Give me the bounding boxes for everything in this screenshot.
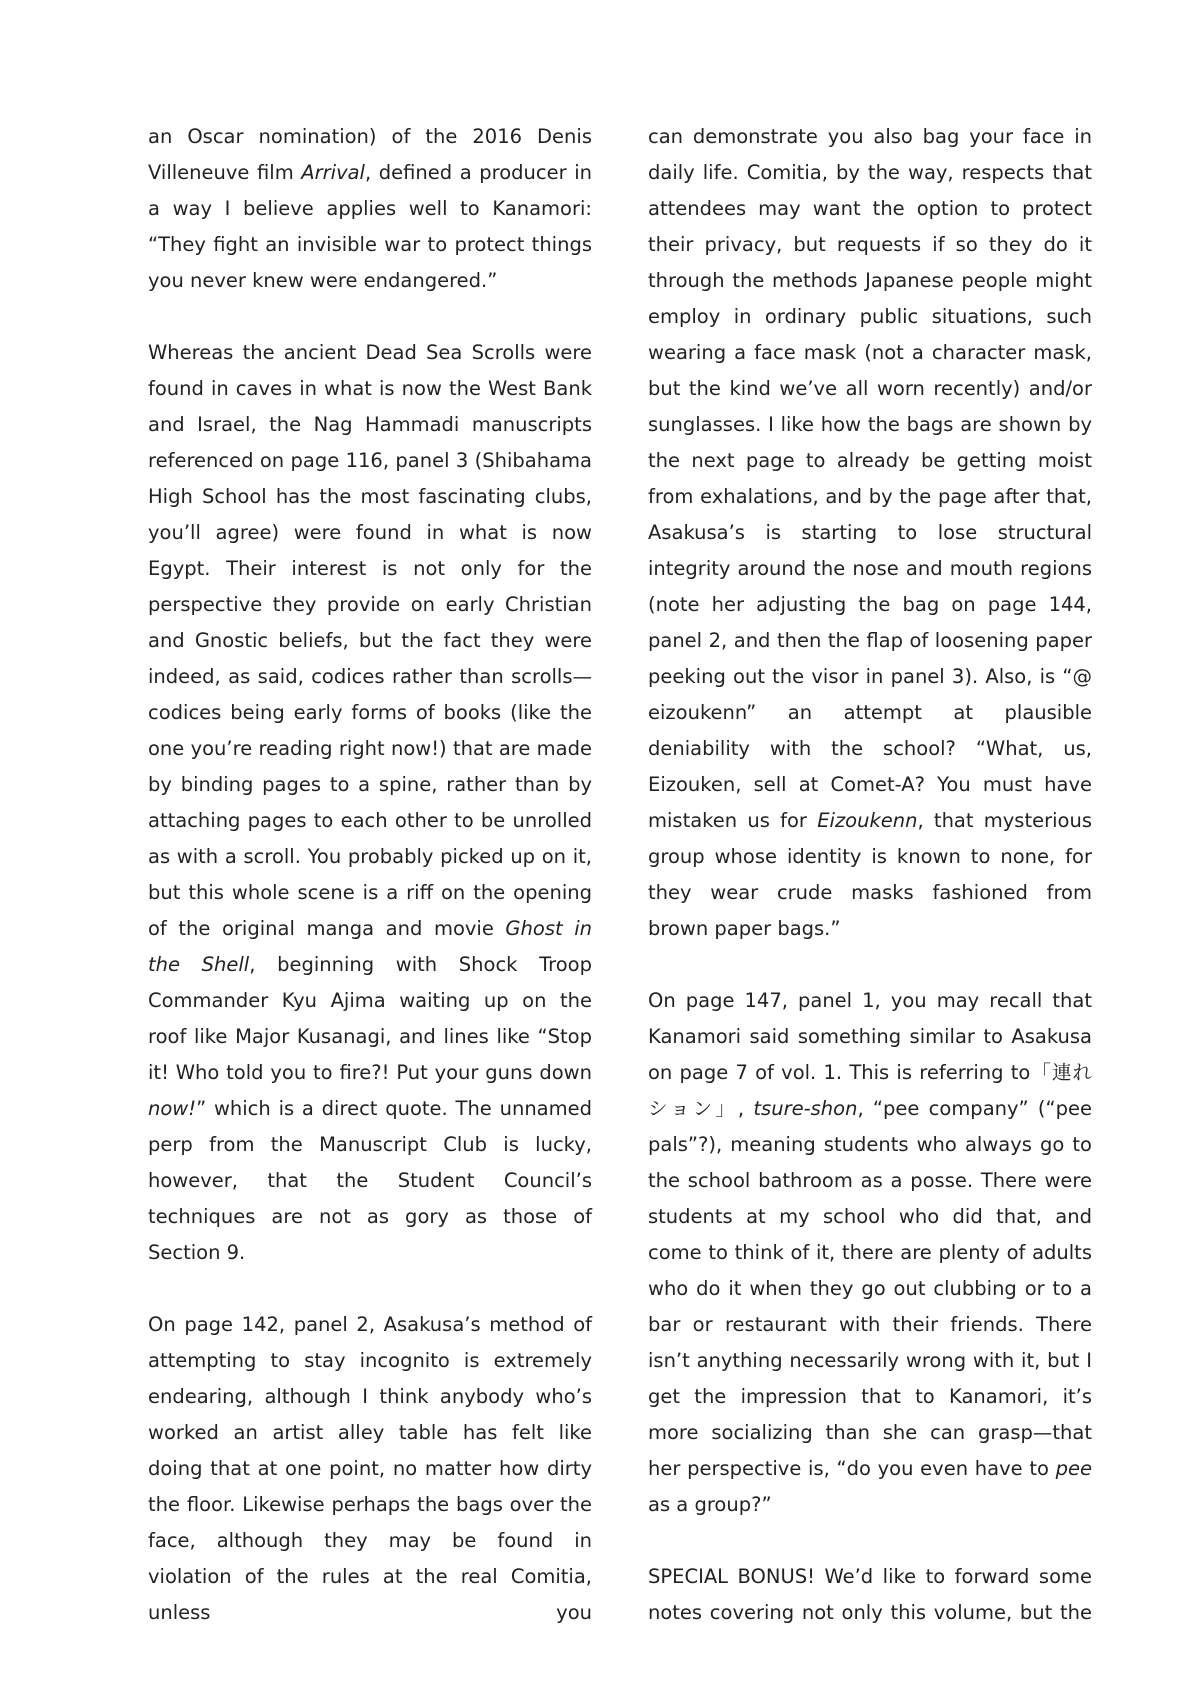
text-run: can demonstrate you also bag your face in daily life. Comitia, by the way, respects that attendees may want the option to protect their privacy, but requests if so they do it through the methods Japanese people might employ in ordinary public situations, such wearing a face mask (not a character mask, but the kind we’ve all worn recently) and/or sunglasses. I like how the bags are shown by the next page to already be getting moist from exhalations, and by the page after that, Asakusa’s is starting to lose structural integrity around the nose and mouth regions (note her adjusting the bag on page 144, panel 2, and then the flap of loosening paper peeking out the visor in panel 3). Also, is “@ eizoukenn” an attempt at plausible deniability with the school? “What, us, Eizouken, sell at Comet-A? You must have mistaken us for <box>648 125 1092 832</box>
text-run: ” which is a direct quote. The unnamed perp from the Manuscript Club is lucky, however, that the Student Council’s techniques are not as gory as those of Section 9. <box>148 1097 592 1264</box>
text-run: , “pee company” (“pee pals”?), meaning students who always go to the school bathroom as a posse. There were students at my school who did that, and come to think of it, there are plenty of adults who do it when they go out clubbing or to a bar or restaurant with their friends. There isn’t anything necessarily wrong with it, but I get the impression that to Kanamori, it’s more socializing than she can grasp—that her perspective is, “do you even have to <box>648 1097 1092 1480</box>
text-run: , defined a producer in a way I believe applies well to Kanamori: “They fight an invisible war to protect things you never knew were endangered.” <box>148 161 592 292</box>
paragraph <box>648 983 1092 1523</box>
text-run: , that mysterious group whose identity is known to none, for they wear crude masks fashioned from brown paper bags.” <box>648 809 1092 940</box>
italic-text: Arrival <box>301 161 365 184</box>
italic-text: tsure-shon <box>753 1097 858 1120</box>
text-run: SPECIAL BONUS! We’d like to forward some notes covering not only this volume, but the <box>648 1565 1092 1624</box>
right-text-column <box>648 119 1092 1631</box>
text-run: an Oscar nomination) of the 2016 Denis Villeneuve film <box>148 125 592 184</box>
text-run: , beginning with Shock Troop Commander Kyu Ajima waiting up on the roof like Major Kusanagi, and lines like “Stop it! Who told you to fire?! Put your guns down <box>148 953 592 1084</box>
text-run: On page 142, panel 2, Asakusa’s method of attempting to stay incognito is extremely endearing, although I think anybody who’s worked an artist alley table has felt like doing that at one point, no matter how dirty the floor. Likewise perhaps the bags over the face, although they may be found in violation of the rules at the real Comitia, unless you <box>148 1313 592 1624</box>
paragraph <box>148 1307 592 1631</box>
italic-text: pee <box>1055 1457 1092 1480</box>
italic-text: now! <box>148 1097 197 1120</box>
italic-text: Eizoukenn <box>817 809 918 832</box>
text-run: as a group?” <box>648 1493 772 1516</box>
text-run: Whereas the ancient Dead Sea Scrolls were found in caves in what is now the West Bank and Israel, the Nag Hammadi manuscripts referenced on page 116, panel 3 (Shibahama High School has the most fascinating clubs, you’ll agree) were found in what is now Egypt. Their interest is not only for the perspective they provide on early Christian and Gnostic beliefs, but the fact they were indeed, as said, codices rather than scrolls—codices being early forms of books (like the one you’re reading right now!) that are made by binding pages to a spine, rather than by attaching pages to each other to be unrolled as with a scroll. You probably picked up on it, but this whole scene is a riff on the opening of the original manga and movie <box>148 341 592 940</box>
paragraph <box>148 119 592 299</box>
paragraph <box>648 119 1092 947</box>
left-text-column <box>148 119 592 1631</box>
paragraph <box>648 1559 1092 1631</box>
paragraph <box>148 335 592 1271</box>
italic-text: Ghost in the Shell <box>148 917 592 976</box>
text-run: On page 147, panel 1, you may recall that Kanamori said something similar to Asakusa on page 7 of vol. 1. This is referring to「連れション」, <box>648 989 1092 1120</box>
